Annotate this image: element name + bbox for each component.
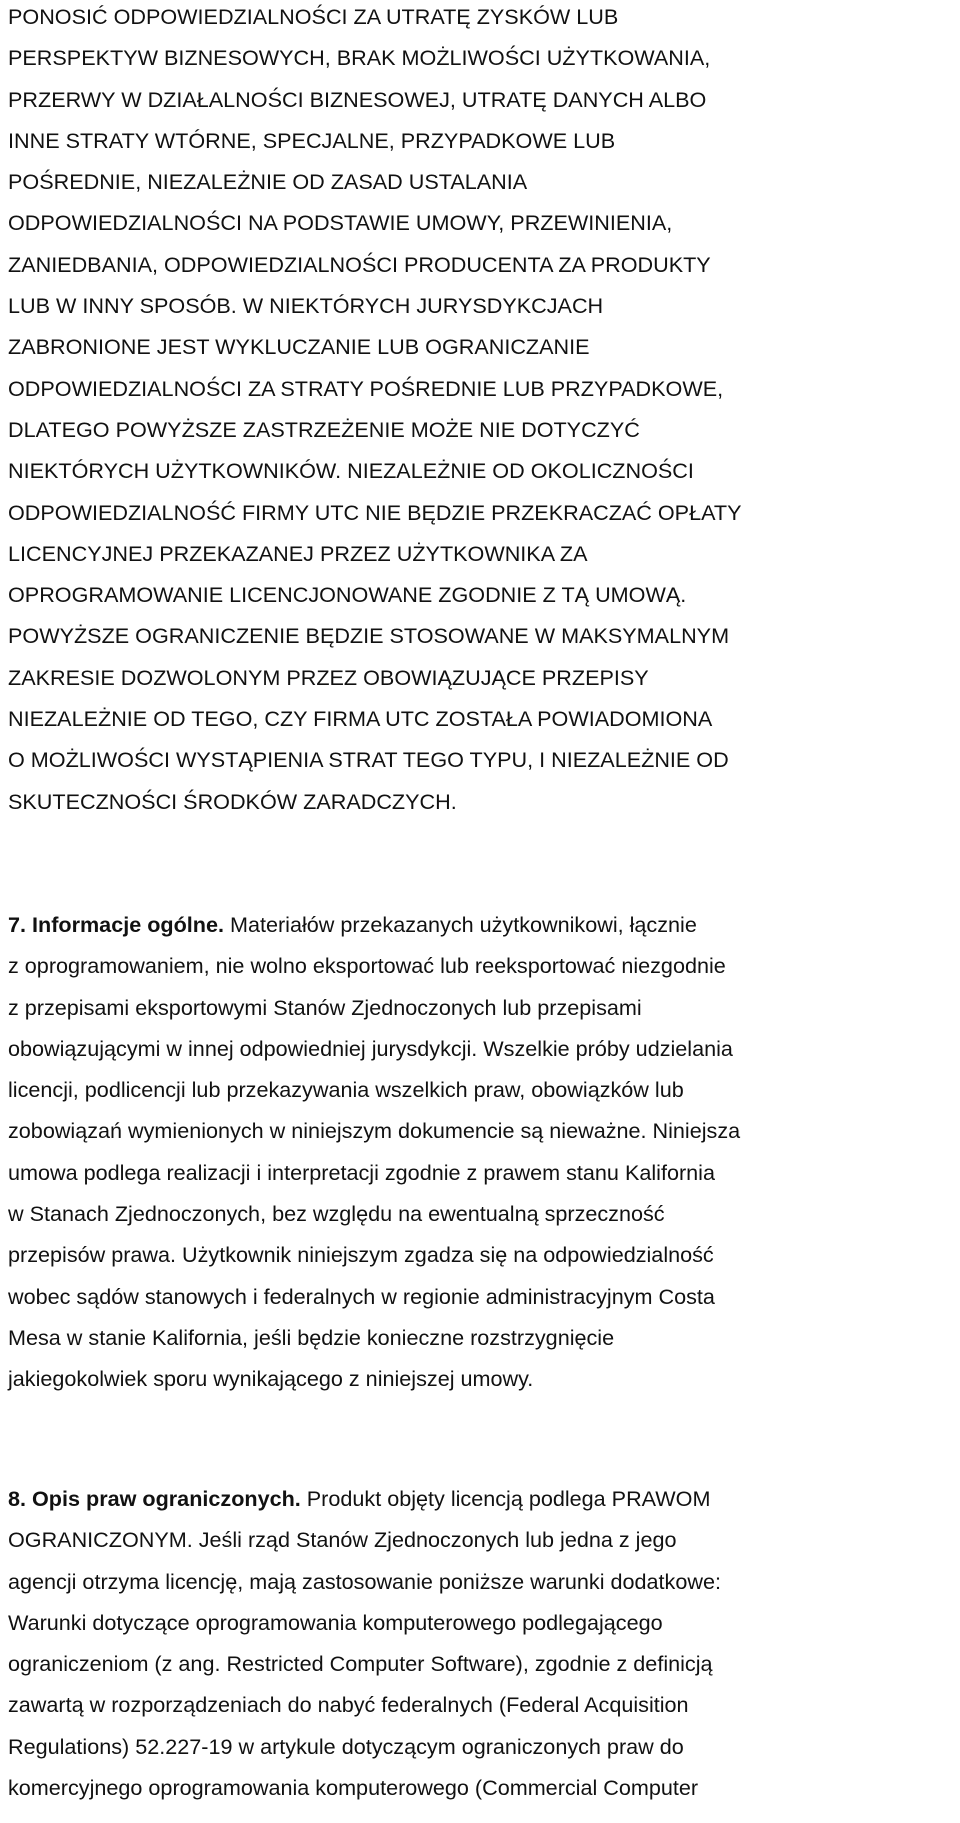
text-line: ZANIEDBANIA, ODPOWIEDZIALNOŚCI PRODUCENTA ZA PRODUKTY [8, 251, 711, 277]
text-line: ZAKRESIE DOZWOLONYM PRZEZ OBOWIĄZUJĄCE PRZEPISY [8, 664, 649, 690]
section-7-general-information [8, 904, 740, 1400]
text-line: INNE STRATY WTÓRNE, SPECJALNE, PRZYPADKOWE LUB [8, 127, 616, 153]
text-line: DLATEGO POWYŻSZE ZASTRZEŻENIE MOŻE NIE DOTYCZYĆ [8, 416, 640, 442]
text-line: zobowiązań wymienionych w niniejszym dokumencie są nieważne. Niniejsza [8, 1118, 741, 1144]
text-line: agencji otrzyma licencję, mają zastosowanie poniższe warunki dodatkowe: [8, 1568, 721, 1594]
text-line: z przepisami eksportowymi Stanów Zjednoczonych lub przepisami [8, 994, 642, 1020]
text-line: OGRANICZONYM. Jeśli rząd Stanów Zjednoczonych lub jedna z jego [8, 1527, 677, 1553]
text-line: PERSPEKTYW BIZNESOWYCH, BRAK MOŻLIWOŚCI UŻYTKOWANIA, [8, 45, 711, 71]
text-line: ograniczeniom (z ang. Restricted Computer Software), zgodnie z definicją [8, 1651, 713, 1677]
section-7-heading: 7. Informacje ogólne. [8, 912, 224, 937]
text-line: z oprogramowaniem, nie wolno eksportować lub reeksportować niezgodnie [8, 953, 726, 979]
text-line: LICENCYJNEJ PRZEKAZANEJ PRZEZ UŻYTKOWNIKA ZA [8, 540, 588, 566]
text-line: SKUTECZNOŚCI ŚRODKÓW ZARADCZYCH. [8, 788, 457, 814]
section-8-first-line [8, 1478, 721, 1519]
text-line: NIEKTÓRYCH UŻYTKOWNIKÓW. NIEZALEŻNIE OD OKOLICZNOŚCI [8, 458, 694, 484]
text-line: O MOŻLIWOŚCI WYSTĄPIENIA STRAT TEGO TYPU, I NIEZALEŻNIE OD [8, 747, 729, 773]
text-line: NIEZALEŻNIE OD TEGO, CZY FIRMA UTC ZOSTAŁA POWIADOMIONA [8, 706, 713, 732]
section-7-first-line [8, 904, 740, 945]
text-line: ZABRONIONE JEST WYKLUCZANIE LUB OGRANICZANIE [8, 334, 590, 360]
section-7-first-line-text: Materiałów przekazanych użytkownikowi, łącznie [223, 912, 697, 937]
text-line: LUB W INNY SPOSÓB. W NIEKTÓRYCH JURYSDYKCJACH [8, 293, 604, 319]
text-line: OPROGRAMOWANIE LICENCJONOWANE ZGODNIE Z TĄ UMOWĄ. [8, 582, 687, 608]
text-line: umowa podlega realizacji i interpretacji zgodnie z prawem stanu Kalifornia [8, 1159, 715, 1185]
text-line: zawartą w rozporządzeniach do nabyć federalnych (Federal Acquisition [8, 1692, 689, 1718]
text-line: POŚREDNIE, NIEZALEŻNIE OD ZASAD USTALANIA [8, 169, 528, 195]
text-line: obowiązującymi w innej odpowiedniej jurysdykcji. Wszelkie próby udzielania [8, 1035, 733, 1061]
text-line: wobec sądów stanowych i federalnych w regionie administracyjnym Costa [8, 1283, 715, 1309]
text-line: PONOSIĆ ODPOWIEDZIALNOŚCI ZA UTRATĘ ZYSKÓW LUB [8, 4, 619, 29]
text-line: Regulations) 52.227-19 w artykule dotyczącym ograniczonych praw do [8, 1733, 684, 1759]
text-line: licencji, podlicencji lub przekazywania wszelkich praw, obowiązków lub [8, 1077, 684, 1103]
text-line: jakiegokolwiek sporu wynikającego z niniejszej umowy. [8, 1366, 534, 1392]
section-8-first-line-text: Produkt objęty licencją podlega PRAWOM [300, 1486, 711, 1511]
text-line: przepisów prawa. Użytkownik niniejszym zgadza się na odpowiedzialność [8, 1242, 714, 1268]
text-line: ODPOWIEDZIALNOŚCI NA PODSTAWIE UMOWY, PRZEWINIENIA, [8, 210, 673, 236]
text-line: ODPOWIEDZIALNOŚĆ FIRMY UTC NIE BĘDZIE PRZEKRACZAĆ OPŁATY [8, 499, 742, 525]
text-line: POWYŻSZE OGRANICZENIE BĘDZIE STOSOWANE W MAKSYMALNYM [8, 623, 730, 649]
section-8-restricted-rights [8, 1478, 721, 1808]
text-line: w Stanach Zjednoczonych, bez względu na ewentualną sprzeczność [8, 1201, 665, 1227]
text-line: komercyjnego oprogramowania komputerowego (Commercial Computer [8, 1775, 699, 1801]
text-line: Warunki dotyczące oprogramowania komputerowego podlegającego [8, 1609, 663, 1635]
text-line: Mesa w stanie Kalifornia, jeśli będzie konieczne rozstrzygnięcie [8, 1324, 615, 1350]
section-8-heading: 8. Opis praw ograniczonych. [8, 1486, 301, 1511]
text-line: PRZERWY W DZIAŁALNOŚCI BIZNESOWEJ, UTRATĘ DANYCH ALBO [8, 86, 707, 112]
text-line: ODPOWIEDZIALNOŚCI ZA STRATY POŚREDNIE LUB PRZYPADKOWE, [8, 375, 724, 401]
liability-paragraph [8, 0, 741, 822]
